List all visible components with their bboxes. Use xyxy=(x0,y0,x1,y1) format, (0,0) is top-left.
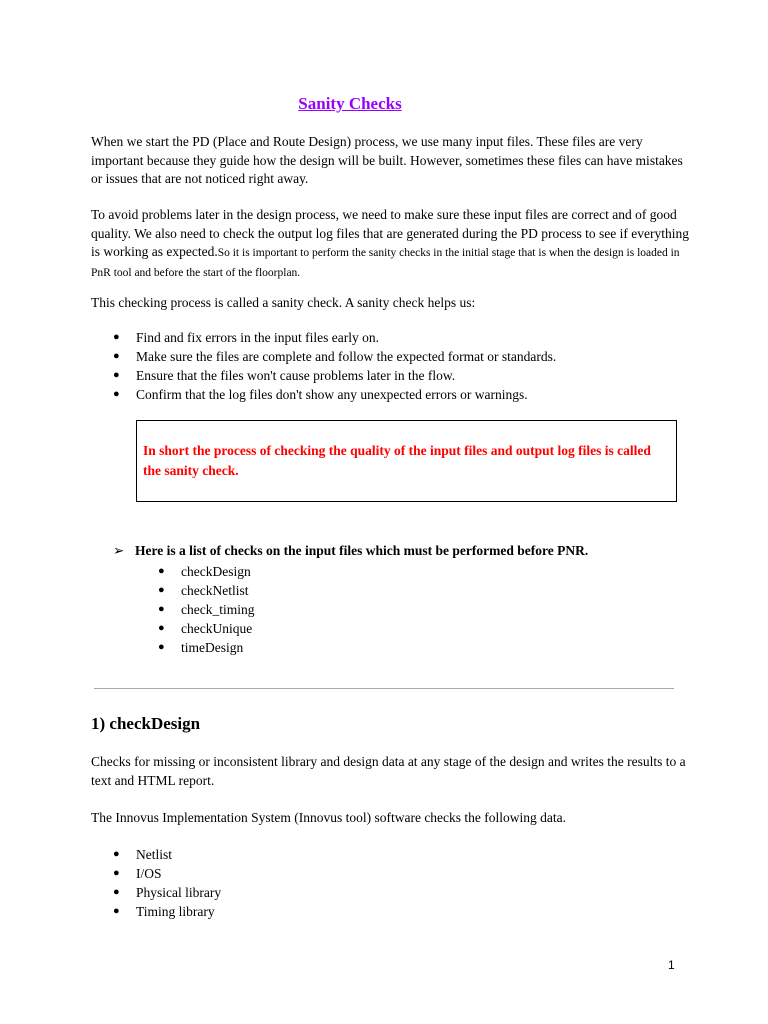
list-item xyxy=(91,385,556,404)
bullet-icon: ● xyxy=(113,350,120,362)
intro-paragraph-3: This checking process is called a sanity check. A sanity check helps us: xyxy=(91,295,476,310)
arrow-bullet-icon: ➢ xyxy=(113,543,125,558)
section-heading: 1) checkDesign xyxy=(91,714,201,733)
checks-list xyxy=(136,562,254,657)
list-item xyxy=(91,347,556,366)
list-item-text: Netlist xyxy=(136,847,172,862)
bullet-icon: ● xyxy=(158,641,165,653)
bullet-icon: ● xyxy=(113,388,120,400)
checks-intro-text: Here is a list of checks on the input files which must be performed before PNR. xyxy=(135,543,589,558)
list-item xyxy=(91,883,221,902)
list-item-text: Find and fix errors in the input files early on. xyxy=(136,330,379,345)
summary-callout-box xyxy=(136,420,677,502)
list-item-text: checkNetlist xyxy=(181,583,249,598)
bullet-icon: ● xyxy=(113,886,120,898)
intro-paragraph-2-main: To avoid problems later in the design process, we need to make sure these input files are correct and of good quality. We also need to check the output log files that are generated during the PD process to see if everything is working as expected. xyxy=(91,207,689,259)
list-item-text: checkUnique xyxy=(181,621,253,636)
section-paragraph-2: The Innovus Implementation System (Innovus tool) software checks the following data. xyxy=(91,810,567,825)
bullet-icon: ● xyxy=(158,622,165,634)
list-item xyxy=(136,638,254,657)
list-item xyxy=(136,562,254,581)
list-item xyxy=(136,581,254,600)
bullet-icon: ● xyxy=(158,584,165,596)
list-item xyxy=(91,845,221,864)
bullet-icon: ● xyxy=(113,867,120,879)
list-item-text: Confirm that the log files don't show any unexpected errors or warnings. xyxy=(136,387,528,402)
bullet-icon: ● xyxy=(113,905,120,917)
list-item-text: I/OS xyxy=(136,866,162,881)
intro-paragraph-2-small: So it is important to perform the sanity checks in the initial stage that is when the design is loaded in PnR tool and before the start of the floorplan. xyxy=(91,247,680,279)
list-item-text: timeDesign xyxy=(181,640,244,655)
page-title: Sanity Checks xyxy=(298,94,402,113)
list-item xyxy=(91,328,556,347)
list-item-text: Make sure the files are complete and follow the expected format or standards. xyxy=(136,349,557,364)
list-item-text: Ensure that the files won't cause problems later in the flow. xyxy=(136,368,456,383)
helps-list xyxy=(91,328,556,404)
list-item xyxy=(136,600,254,619)
checked-data-list xyxy=(91,845,221,921)
bullet-icon: ● xyxy=(113,848,120,860)
list-item-text: Timing library xyxy=(136,904,215,919)
summary-callout-text: In short the process of checking the quality of the input files and output log files is called the sanity check. xyxy=(143,443,651,478)
page-number: 1 xyxy=(668,958,675,972)
intro-paragraph-2 xyxy=(91,206,691,282)
horizontal-divider xyxy=(94,688,674,689)
intro-paragraph-1: When we start the PD (Place and Route Design) process, we use many input files. These files are very important because they guide how the design will be built. However, sometimes these files can have mistakes or issues that are not noticed right away. xyxy=(91,134,683,186)
checks-intro xyxy=(113,542,588,560)
bullet-icon: ● xyxy=(158,603,165,615)
list-item-text: Physical library xyxy=(136,885,222,900)
list-item xyxy=(91,864,221,883)
list-item xyxy=(136,619,254,638)
bullet-icon: ● xyxy=(158,565,165,577)
list-item xyxy=(91,366,556,385)
bullet-icon: ● xyxy=(113,331,120,343)
list-item xyxy=(91,902,221,921)
bullet-icon: ● xyxy=(113,369,120,381)
list-item-text: checkDesign xyxy=(181,564,251,579)
section-paragraph-1: Checks for missing or inconsistent library and design data at any stage of the design and writes the results to a text and HTML report. xyxy=(91,754,686,788)
list-item-text: check_timing xyxy=(181,602,255,617)
